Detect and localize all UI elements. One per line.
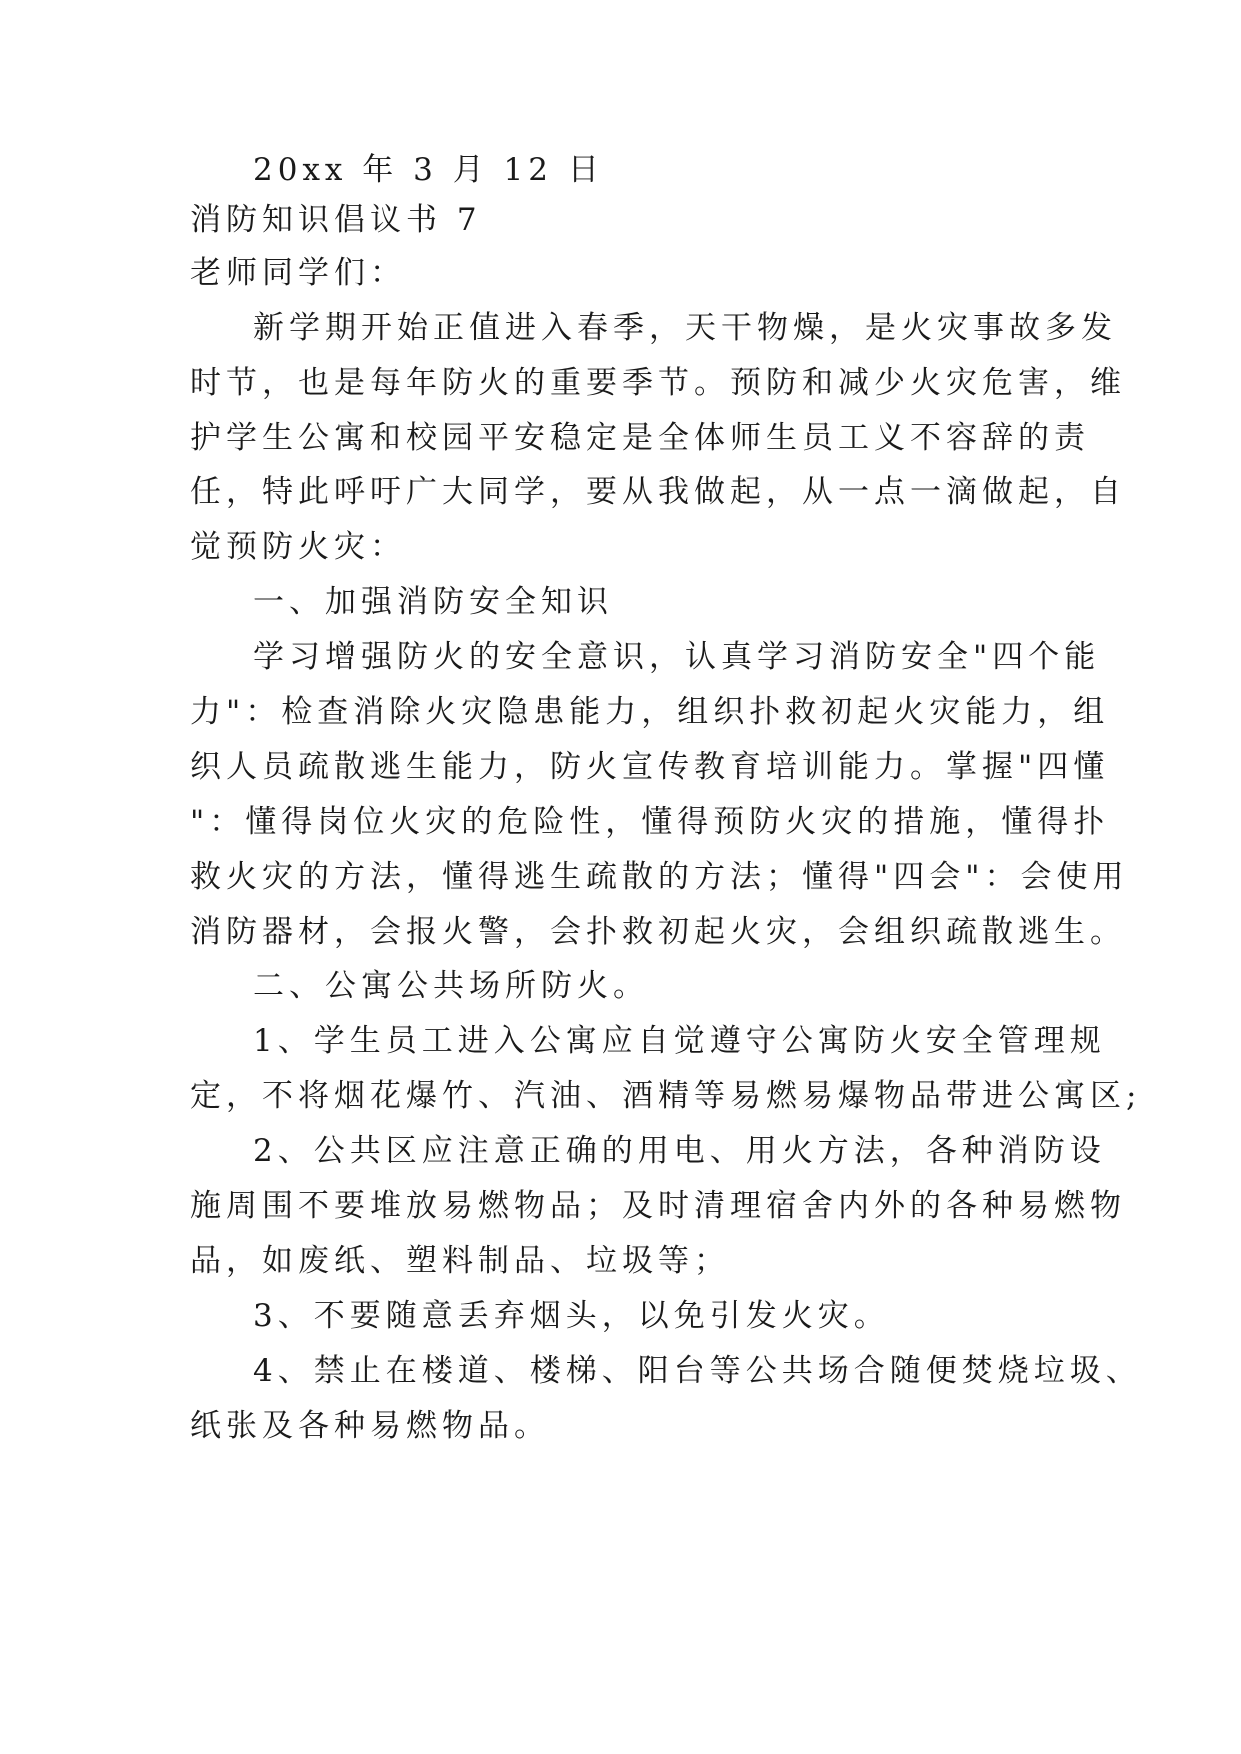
paragraph-line: 力"：检查消除火灾隐患能力，组织扑救初起火灾能力，组: [190, 694, 1110, 730]
date-line: 20xx 年 3 月 12 日: [253, 152, 604, 188]
paragraph-line: 护学生公寓和校园平安稳定是全体师生员工义不容辞的责: [190, 420, 1090, 456]
paragraph-line: "：懂得岗位火灾的危险性，懂得预防火灾的措施，懂得扑: [190, 804, 1110, 840]
list-item-line: 定，不将烟花爆竹、汽油、酒精等易燃易爆物品带进公寓区;: [190, 1078, 1142, 1114]
list-item-line: 2、公共区应注意正确的用电、用火方法，各种消防设: [253, 1133, 1106, 1169]
paragraph-line: 任，特此呼吁广大同学，要从我做起，从一点一滴做起，自: [190, 474, 1126, 510]
list-item-line: 3、不要随意丢弃烟头，以免引发火灾。: [253, 1298, 890, 1334]
paragraph-line: 新学期开始正值进入春季，天干物燥，是火灾事故多发: [253, 310, 1117, 346]
paragraph-line: 织人员疏散逃生能力，防火宣传教育培训能力。掌握"四懂: [190, 749, 1110, 785]
list-item-line: 品，如废纸、塑料制品、垃圾等；: [190, 1243, 730, 1279]
document-title: 消防知识倡议书 7: [190, 202, 482, 238]
section-heading: 二、公寓公共场所防火。: [253, 968, 649, 1004]
paragraph-line: 学习增强防火的安全意识，认真学习消防安全"四个能: [253, 639, 1101, 675]
paragraph-line: 消防器材，会报火警，会扑救初起火灾，会组织疏散逃生。: [190, 914, 1126, 950]
list-item-line: 纸张及各种易燃物品。: [190, 1408, 550, 1444]
list-item-line: 4、禁止在楼道、楼梯、阳台等公共场合随便焚烧垃圾、: [253, 1353, 1142, 1389]
paragraph-line: 觉预防火灾：: [190, 529, 406, 565]
section-heading: 一、加强消防安全知识: [253, 584, 613, 620]
list-item-line: 1、学生员工进入公寓应自觉遵守公寓防火安全管理规: [253, 1023, 1106, 1059]
salutation: 老师同学们：: [190, 255, 406, 291]
paragraph-line: 救火灾的方法，懂得逃生疏散的方法；懂得"四会"：会使用: [190, 859, 1129, 895]
list-item-line: 施周围不要堆放易燃物品；及时清理宿舍内外的各种易燃物: [190, 1188, 1126, 1224]
paragraph-line: 时节，也是每年防火的重要季节。预防和减少火灾危害，维: [190, 365, 1126, 401]
